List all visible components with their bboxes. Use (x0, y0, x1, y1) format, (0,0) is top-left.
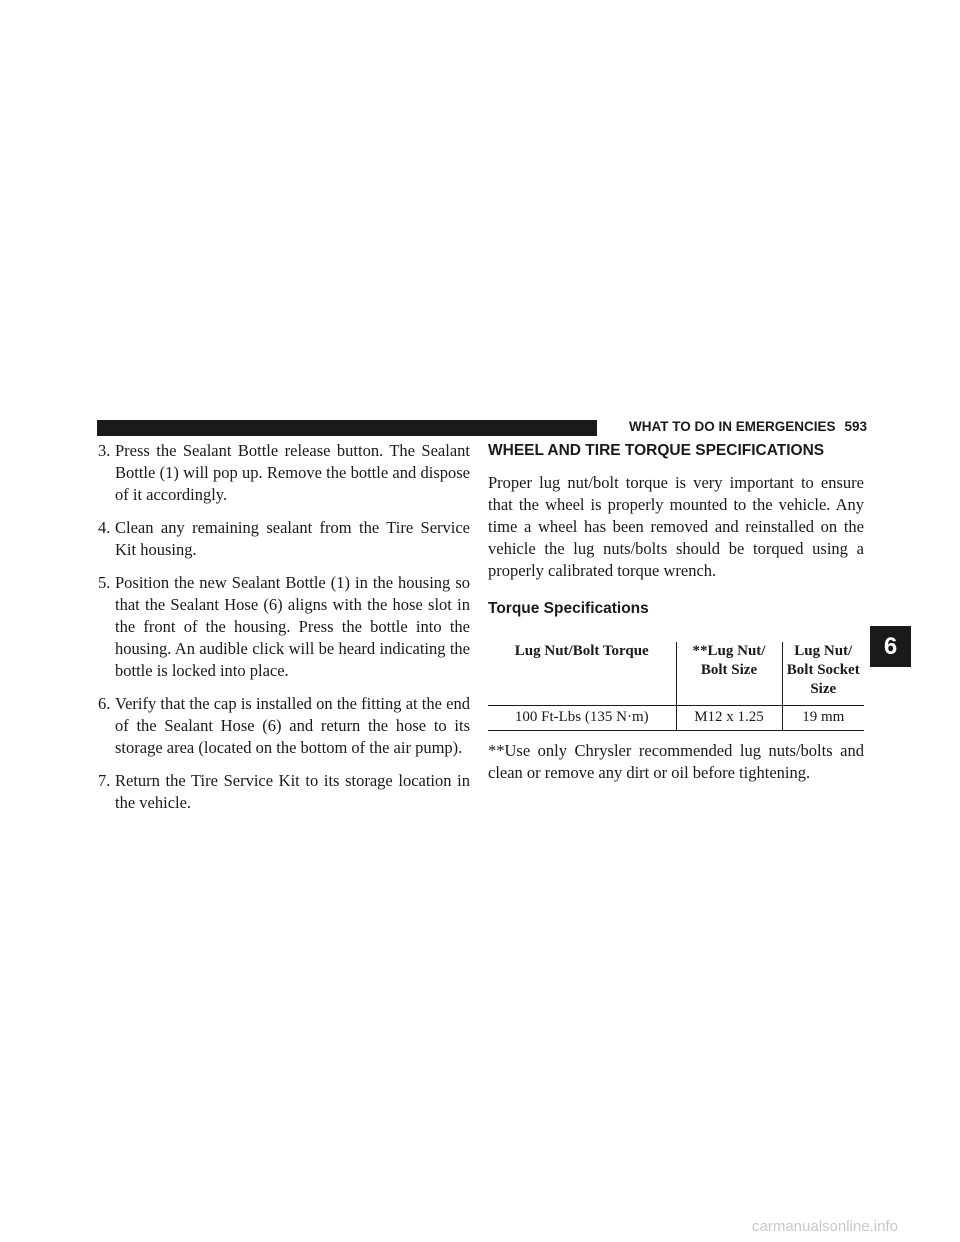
cell-socket-size: 19 mm (782, 706, 864, 731)
table-header-row (488, 642, 864, 706)
header-rule (97, 420, 597, 436)
chapter-tab: 6 (870, 626, 911, 667)
step-text: Clean any remaining sealant from the Tire Service Kit housing. (115, 518, 470, 559)
section-title: WHAT TO DO IN EMERGENCIES (628, 419, 836, 434)
step-text: Press the Sealant Bottle release button. The Sealant Bottle (1) will pop up. Remove the bottle and dispose of it accordingly. (115, 441, 470, 504)
steps-column (98, 440, 470, 825)
footnote: **Use only Chrysler recommended lug nuts/bolts and clean or remove any dirt or oil before tightening. (488, 741, 864, 782)
step-text: Verify that the cap is installed on the fitting at the end of the Sealant Hose (6) and return the hose to its storage area (located on the bottom of the air pump). (115, 694, 470, 757)
step-number: 4. (98, 518, 111, 537)
step-text: Return the Tire Service Kit to its storage location in the vehicle. (115, 771, 470, 812)
step-6 (98, 693, 470, 759)
section-heading: WHEEL AND TIRE TORQUE SPECIFICATIONS (488, 442, 825, 459)
subheading: Torque Specifications (488, 600, 649, 617)
step-number: 3. (98, 441, 111, 460)
cell-bolt-size: M12 x 1.25 (676, 706, 782, 731)
header-cell-socket-size: Lug Nut/ Bolt Socket Size (782, 642, 864, 706)
step-5 (98, 572, 470, 682)
step-3 (98, 440, 470, 506)
watermark: carmanualsonline.info (752, 1218, 898, 1235)
step-number: 7. (98, 771, 111, 790)
torque-column (488, 440, 864, 784)
step-text: Position the new Sealant Bottle (1) in the housing so that the Sealant Hose (6) aligns with the hose slot in the front of the housing. Press the bottle into the housing. An audible click will be heard indicating the bottle is locked into place. (115, 573, 470, 680)
page-number: 593 (844, 419, 867, 434)
step-number: 6. (98, 694, 111, 713)
header-cell-bolt-size: **Lug Nut/ Bolt Size (676, 642, 782, 706)
step-7 (98, 770, 470, 814)
step-4 (98, 517, 470, 561)
table-row (488, 706, 864, 731)
cell-torque: 100 Ft-Lbs (135 N·m) (488, 706, 676, 731)
running-header (612, 419, 867, 434)
step-number: 5. (98, 573, 111, 592)
intro-paragraph: Proper lug nut/bolt torque is very important to ensure that the wheel is properly mounted to the vehicle. Any time a wheel has been removed and reinstalled on the vehicle the lug nuts/bolts should be torqued using a properly calibrated torque wrench. (488, 473, 864, 580)
torque-table (488, 642, 864, 731)
header-cell-torque: Lug Nut/Bolt Torque (514, 643, 649, 659)
